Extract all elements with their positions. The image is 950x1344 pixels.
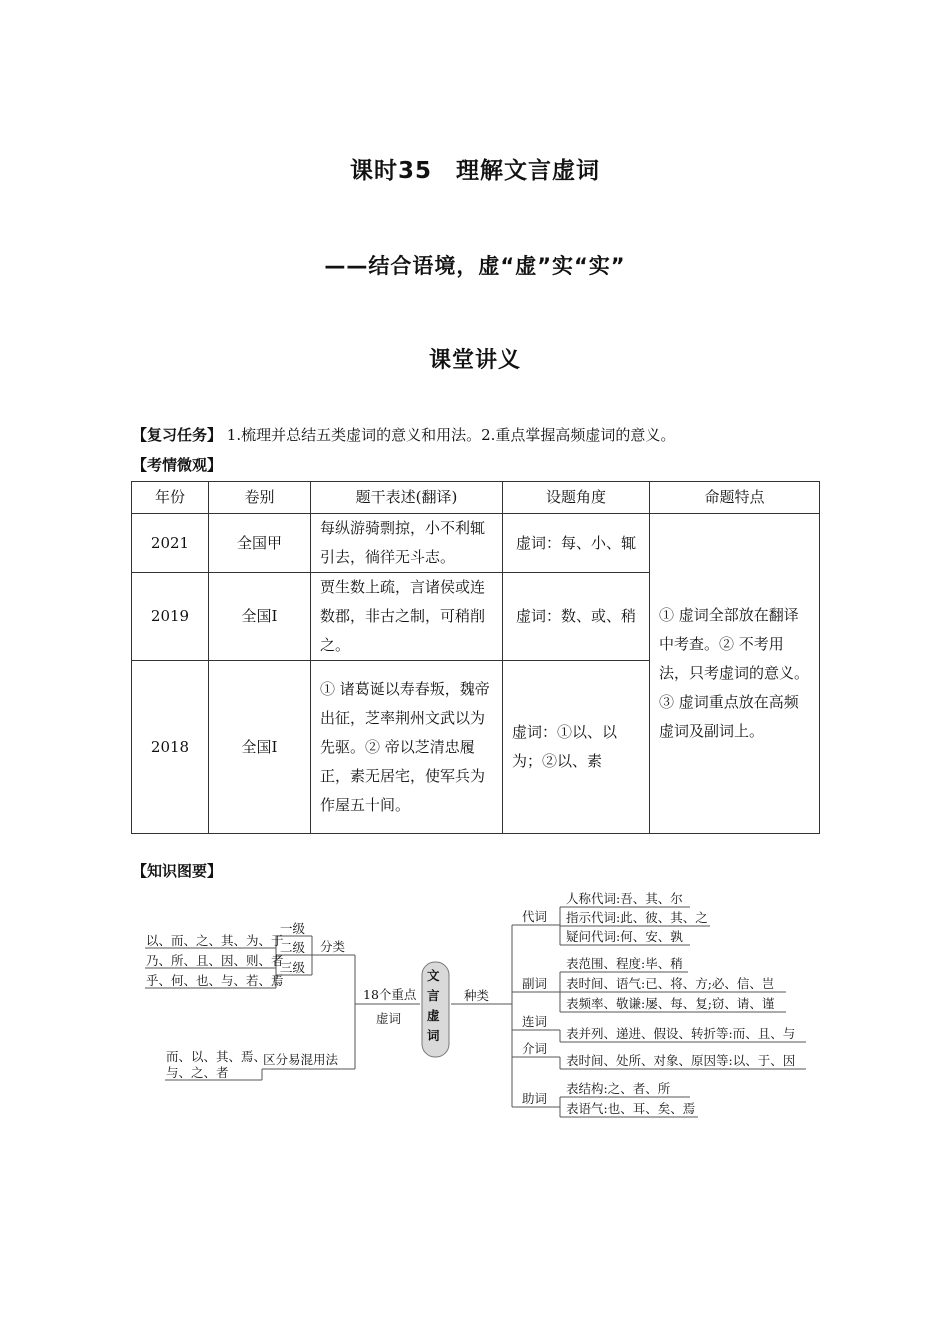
type-name: 副词 bbox=[522, 976, 548, 991]
section-title: 课堂讲义 bbox=[428, 348, 521, 373]
row-paper: 全国甲 bbox=[209, 514, 311, 573]
type-item: 表范围、程度:毕、稍 bbox=[566, 956, 683, 971]
distinguish-label: 区分易混用法 bbox=[263, 1052, 339, 1067]
key-words-label: 18个重点 bbox=[363, 987, 417, 1002]
center-char: 言 bbox=[427, 988, 440, 1003]
type-name: 介词 bbox=[522, 1041, 548, 1056]
col-angle: 设题角度 bbox=[503, 482, 650, 514]
type-item: 指示代词:此、彼、其、之 bbox=[566, 910, 708, 925]
row-angle: 虚词：①以、以为；②以、素 bbox=[503, 661, 650, 834]
distinguish-words: 与、之、者 bbox=[166, 1065, 229, 1080]
col-features: 命题特点 bbox=[650, 482, 820, 514]
key-words-label: 虚词 bbox=[376, 1011, 402, 1026]
exam-view-tag: 【考情微观】 bbox=[132, 456, 223, 474]
col-paper: 卷别 bbox=[209, 482, 311, 514]
row-angle: 虚词：每、小、辄 bbox=[503, 514, 650, 573]
level-words: 乃、所、且、因、则、者 bbox=[146, 953, 284, 968]
types-label: 种类 bbox=[464, 988, 490, 1003]
review-text: 1.梳理并总结五类虚词的意义和用法。2.重点掌握高频虚词的意义。 bbox=[226, 426, 676, 444]
type-name: 助词 bbox=[522, 1091, 548, 1106]
type-name: 代词 bbox=[522, 909, 548, 924]
row-year: 2018 bbox=[132, 661, 209, 834]
type-item: 表频率、敬谦:屡、每、复;窃、请、谨 bbox=[566, 996, 775, 1011]
type-item: 表时间、处所、对象、原因等:以、于、因 bbox=[566, 1053, 796, 1068]
knowledge-map-tag: 【知识图要】 bbox=[132, 862, 223, 880]
col-stem: 题干表述(翻译) bbox=[311, 482, 503, 514]
row-angle: 虚词：数、或、稍 bbox=[503, 573, 650, 661]
center-char: 虚 bbox=[427, 1008, 440, 1023]
level-label: 二级 bbox=[280, 940, 306, 955]
row-paper: 全国Ⅰ bbox=[209, 661, 311, 834]
row-stem: ① 诸葛诞以寿春叛，魏帝出征，芝率荆州文武以为先驱。② 帝以芝清忠履正，素无居宅，使军兵为作屋五十间。 bbox=[311, 661, 503, 834]
level-label: 三级 bbox=[280, 960, 306, 975]
row-paper: 全国Ⅰ bbox=[209, 573, 311, 661]
type-item: 表结构:之、者、所 bbox=[566, 1081, 671, 1096]
features-cell: ① 虚词全部放在翻译中考查。② 不考用法，只考虚词的意义。③ 虚词重点放在高频虚词及副词上。 bbox=[650, 514, 820, 834]
row-stem: 每纵游骑剽掠，小不利辄引去，徜徉无斗志。 bbox=[311, 514, 503, 573]
lesson-subtitle: ——结合语境，虚“虚”实“实” bbox=[324, 254, 626, 278]
classify-label: 分类 bbox=[320, 939, 346, 954]
type-item: 疑问代词:何、安、孰 bbox=[566, 929, 683, 944]
row-year: 2021 bbox=[132, 514, 209, 573]
type-item: 表语气:也、耳、矣、焉 bbox=[566, 1101, 696, 1116]
distinguish-words: 而、以、其、焉、 bbox=[166, 1049, 267, 1064]
col-year: 年份 bbox=[132, 482, 209, 514]
review-tag: 【复习任务】 bbox=[132, 426, 223, 444]
type-item: 表并列、递进、假设、转折等:而、且、与 bbox=[566, 1026, 796, 1041]
row-stem: 贾生数上疏，言诸侯或连数郡，非古之制，可稍削之。 bbox=[311, 573, 503, 661]
type-item: 人称代词:吾、其、尔 bbox=[566, 891, 683, 906]
type-name: 连词 bbox=[522, 1014, 548, 1029]
level-words: 以、而、之、其、为、于 bbox=[146, 933, 284, 948]
level-label: 一级 bbox=[280, 921, 306, 936]
level-words: 乎、何、也、与、若、焉 bbox=[146, 973, 284, 988]
center-char: 文 bbox=[427, 968, 440, 983]
center-char: 词 bbox=[427, 1028, 440, 1043]
lesson-title: 课时35 理解文言虚词 bbox=[349, 158, 600, 184]
type-item: 表时间、语气:已、将、方;必、信、岂 bbox=[566, 976, 775, 991]
row-year: 2019 bbox=[132, 573, 209, 661]
